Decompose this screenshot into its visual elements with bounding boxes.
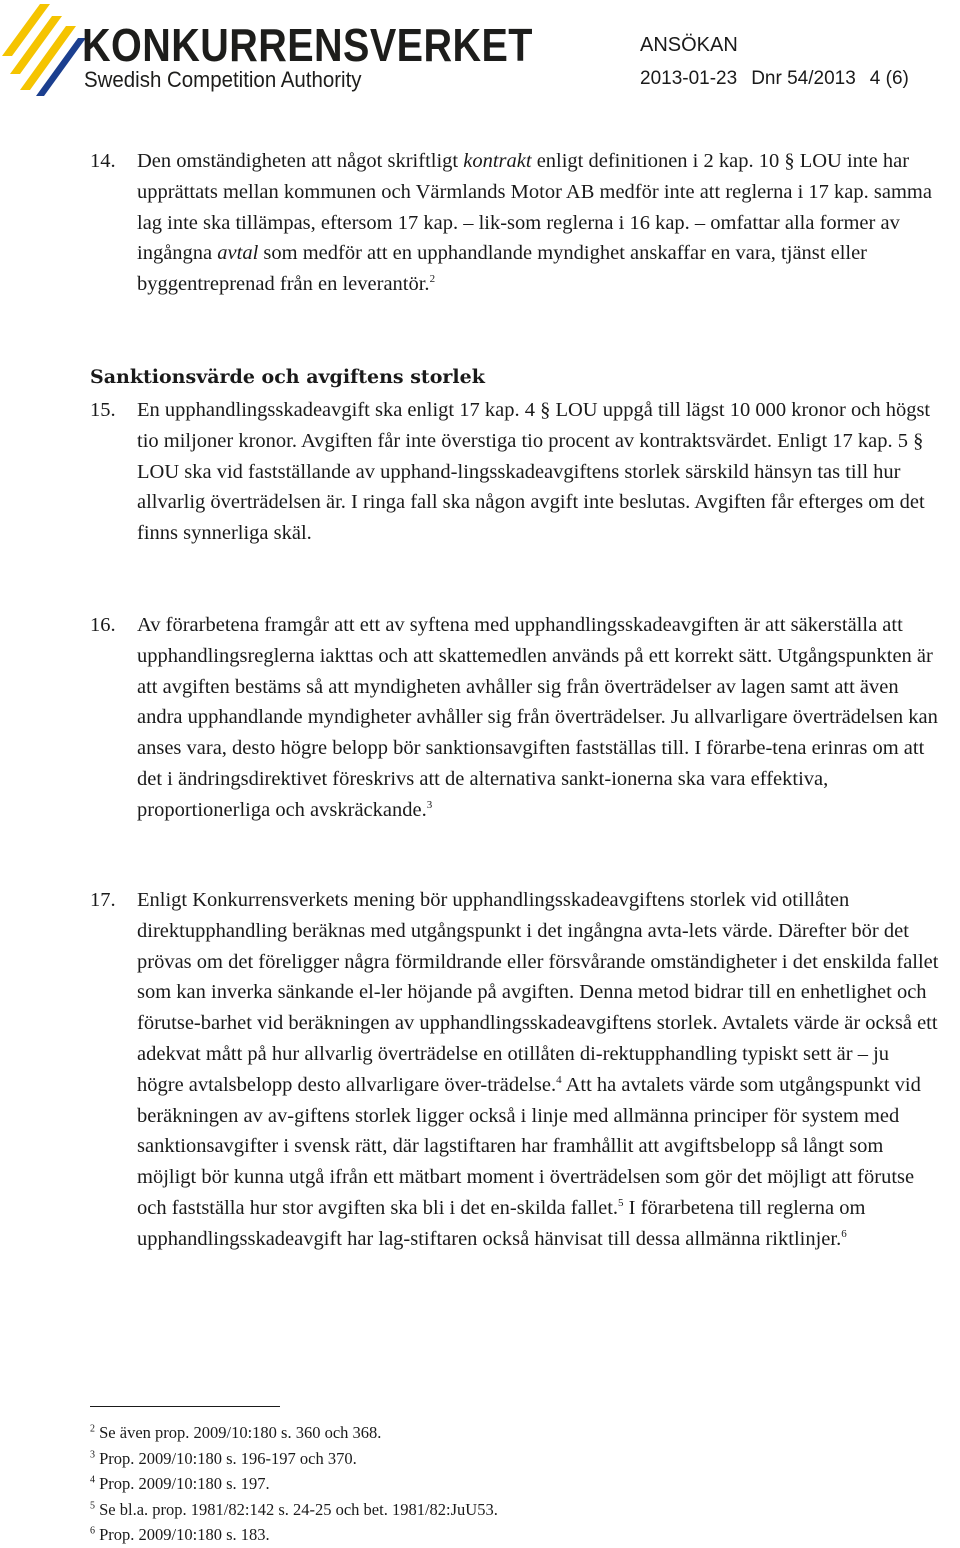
footnote-ref[interactable]: 5 (618, 1197, 624, 1210)
emphasis: avtal (217, 242, 259, 265)
text-run: Av förarbetena framgår att ett av syftena med upphandlingsskadeavgiften är att säkerställa att upphandlingsreglerna iakttas och att skattemedlen används på ett korrekt sätt. Utgångspunkten är att avgiften bestäms så att myndigheten avhåller sig från överträdelser av lagen samt att även andra upphandlande myndigheter avhåller sig från överträdelser. Ju allvarligare överträdelsen kan anses vara, desto högre belopp bör sanktionsavgiften fastställas till. I förarbe-tena erinras om att det i ändringsdirektivet föreskrivs att de alternativa sankt-ionerna ska vara effektiva, proportionerliga och avskräckande. (137, 614, 938, 821)
logo-name: KONKURRENSVERKET (82, 19, 533, 71)
konkurrensverket-logo (0, 0, 533, 100)
footnote-ref[interactable]: 4 (556, 1073, 562, 1086)
page-number: 4 (6) (869, 68, 909, 89)
text-run: Att ha avtalets värde som utgångspunkt vid beräkningen av av-giftens storlek ligger också i linje med allmänna principer för system med sanktionsavgifter i svensk rätt, där lagstiftaren har framhållit att avgiftsbelopp så långt som möjligt bör kunna utgå ifrån ett mätbart moment i överträdelsen som gör det möjligt att förutse och fastställa hur stor avgiften ska bli i det en-skilda fallet. (137, 1073, 921, 1219)
footnote-divider (90, 1406, 280, 1407)
paragraph-17 (90, 885, 940, 1255)
document-type: ANSÖKAN (640, 34, 738, 56)
footnote-text: Se även prop. 2009/10:180 s. 360 och 368. (99, 1423, 382, 1442)
paragraph-15 (90, 395, 940, 549)
footnote-ref[interactable]: 6 (841, 1227, 847, 1240)
paragraph-text (137, 146, 940, 300)
footnote (90, 1522, 498, 1548)
text-run: enligt definitionen i 2 kap. 10 § LOU inte har upprättats mellan kommunen och Värmlands Motor AB medför inte att reglerna i 17 kap. samma lag inte ska tillämpas, eftersom 17 kap. – lik-som reglerna i 16 kap. – omfattar alla former av ingångna (137, 150, 932, 265)
paragraph-number: 15. (90, 399, 116, 421)
text-run: Den omständigheten att något skriftligt (137, 150, 464, 172)
footnote-text: Prop. 2009/10:180 s. 196-197 och 370. (99, 1448, 357, 1468)
footnote-number: 4 (90, 1474, 95, 1486)
paragraph-16 (90, 610, 940, 826)
text-run: I förarbetena till reglerna om upphandlingsskadeavgift har lag-stiftaren också hänvisat till dessa allmänna riktlinjer. (137, 1196, 866, 1250)
paragraph-text: En upphandlingsskadeavgift ska enligt 17 kap. 4 § LOU uppgå till lägst 10 000 kronor och högst tio miljoner kronor. Avgiften får inte överstiga tio procent av kontraktsvärdet. Enligt 17 kap. 5 § LOU ska vid fastställande av upphand-lingsskadeavgiftens storlek särskild hänsyn tas till hur allvarlig överträdelsen är. I ringa fall ska någon avgift inte beslutas. Avgiften får efterges om det finns synnerliga skäl. (137, 399, 931, 545)
footnote-text: Prop. 2009/10:180 s. 183. (99, 1525, 270, 1545)
footnotes (90, 1420, 498, 1548)
document-dnr: Dnr 54/2013 (751, 68, 856, 89)
text-run: Enligt Konkurrensverkets mening bör upphandlingsskadeavgiftens storlek vid otillåten direktupphandling beräknas med utgångspunkt i det ingångna avta-lets värde. Därefter bör det prövas om det föreligger några förmildrande eller försvårande omständigheter i det enskilda fallet som kan inverka sänkande el-ler höjande på avgiften. Denna metod bidrar till en enhetlighet och förutse-barhet vid beräkningen av upphandlingsskadeavgiftens storlek. Avtalets värde är också ett adekvat mått på hur allvarlig överträdelse en otillåten di-rektupphandling typiskt sett är – ju högre avtalsbelopp desto allvarligare över-trädelse. (137, 889, 939, 1096)
emphasis: kontrakt (463, 150, 532, 172)
paragraph-text (137, 610, 940, 826)
footnote-ref[interactable]: 2 (429, 273, 436, 286)
footnote (90, 1420, 498, 1446)
footnote (90, 1497, 498, 1523)
section-heading: Sanktionsvärde och avgiftens storlek (90, 366, 485, 388)
logo-stripes-icon (0, 0, 90, 100)
footnote-text: Se bl.a. prop. 1981/82:142 s. 24-25 och bet. 1981/82:JuU53. (99, 1499, 498, 1519)
footnote (90, 1471, 498, 1497)
footnote-number: 6 (90, 1525, 95, 1537)
paragraph-number: 16. (90, 614, 116, 636)
logo-subtitle: Swedish Competition Authority (84, 67, 362, 92)
footnote (90, 1446, 498, 1472)
paragraph-text (137, 885, 940, 1255)
document-meta (640, 68, 909, 90)
text-run: som medför att en upphandlande myndighet anskaffar en vara, tjänst eller byggentreprenad från en leverantör. (137, 242, 868, 296)
document-date: 2013-01-23 (640, 68, 738, 89)
footnote-text: Prop. 2009/10:180 s. 197. (99, 1474, 270, 1494)
footnote-ref[interactable]: 3 (426, 798, 433, 811)
paragraph-number: 14. (90, 150, 116, 172)
paragraph-14 (90, 146, 940, 300)
footnote-number: 5 (90, 1500, 95, 1512)
footnote-number: 2 (90, 1423, 95, 1435)
paragraph-number: 17. (90, 889, 116, 911)
footnote-number: 3 (90, 1449, 95, 1461)
